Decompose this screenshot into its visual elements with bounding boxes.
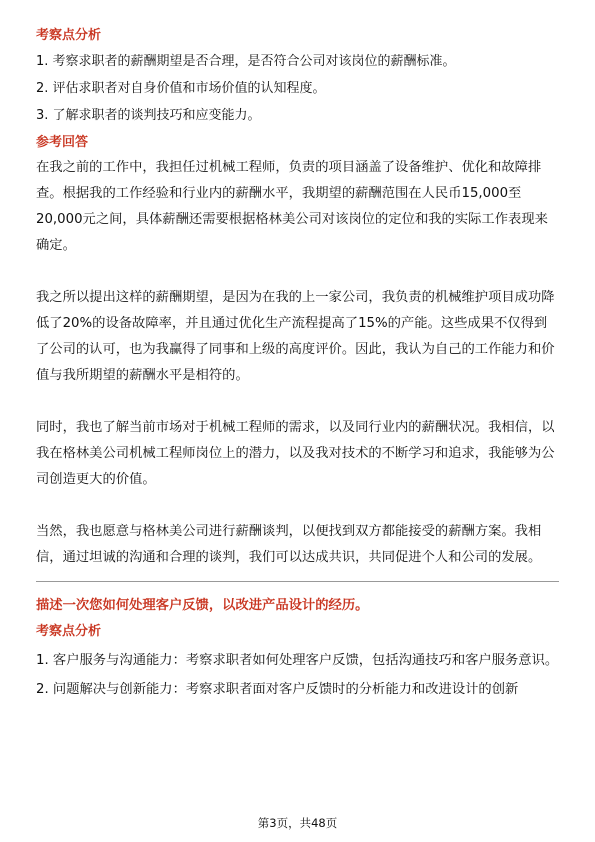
section-heading-analysis-2: 考察点分析 xyxy=(36,624,102,639)
answer-paragraph-1: 在我之前的工作中，我担任过机械工程师，负责的项目涵盖了设备维护、优化和故障排查。根据我的工作经验和行业内的薪酬水平，我期望的薪酬范围在人民币15,000至20,000元之间，具体薪酬还需要根据格林美公司对该岗位的定位和我的实际工作表现来确定。 xyxy=(36,160,548,253)
analysis-point-3: 3. 了解求职者的谈判技巧和应变能力。 xyxy=(36,108,261,123)
answer-paragraph-3: 同时，我也了解当前市场对于机械工程师的需求，以及同行业内的薪酬状况。我相信，以我在格林美公司机械工程师岗位上的潜力，以及我对技术的不断学习和追求，我能够为公司创造更大的价值。 xyxy=(36,420,555,487)
answer-paragraph-4: 当然，我也愿意与格林美公司进行薪酬谈判，以便找到双方都能接受的薪酬方案。我相信，通过坦诚的沟通和合理的谈判，我们可以达成共识，共同促进个人和公司的发展。 xyxy=(36,524,542,565)
question-title: 描述一次您如何处理客户反馈，以改进产品设计的经历。 xyxy=(36,598,369,613)
section-divider xyxy=(36,581,559,582)
analysis-point-2b: 2. 问题解决与创新能力：考察求职者面对客户反馈时的分析能力和改进设计的创新 xyxy=(36,682,519,697)
analysis-point-1: 1. 考察求职者的薪酬期望是否合理，是否符合公司对该岗位的薪酬标准。 xyxy=(36,54,456,69)
analysis-point-2: 2. 评估求职者对自身价值和市场价值的认知程度。 xyxy=(36,81,326,96)
analysis-point-1b: 1. 客户服务与沟通能力：考察求职者如何处理客户反馈，包括沟通技巧和客户服务意识。 xyxy=(36,653,559,668)
section-heading-analysis: 考察点分析 xyxy=(36,28,102,43)
page-number-footer: 第3页，共48页 xyxy=(257,816,338,830)
answer-paragraph-2: 我之所以提出这样的薪酬期望，是因为在我的上一家公司，我负责的机械维护项目成功降低了20%的设备故障率，并且通过优化生产流程提高了15%的产能。这些成果不仅得到了公司的认可，也为我赢得了同事和上级的高度评价。因此，我认为自己的工作能力和价值与我所期望的薪酬水平是相符的。 xyxy=(36,290,555,383)
section-heading-reference-answer: 参考回答 xyxy=(36,135,89,150)
page-content xyxy=(36,26,559,706)
